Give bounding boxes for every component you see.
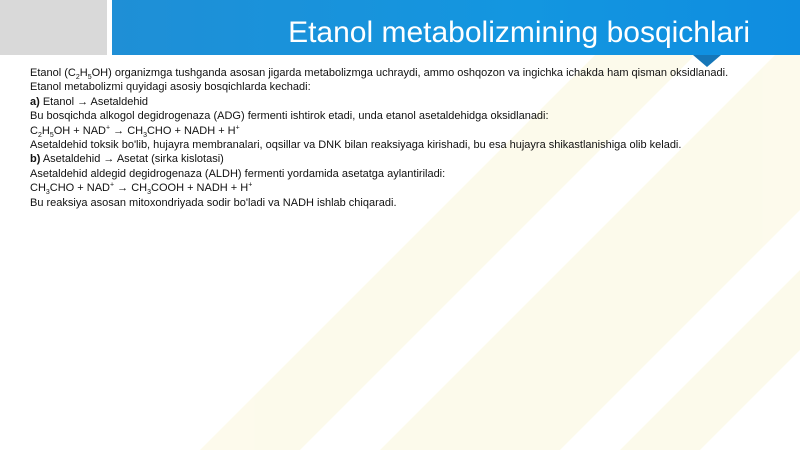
slide-body xyxy=(30,66,770,210)
header-grey-block xyxy=(0,0,107,55)
stages-intro: Etanol metabolizmi quyidagi asosiy bosqichlarda kechadi: xyxy=(30,81,311,94)
stage-b-equation: $CH_3CHO + NAD^+$ → $CH_3COOH$ + NADH + H+ xyxy=(30,181,253,197)
stage-b-heading: b) Asetaldehid → Asetat (sirka kislotasi) xyxy=(30,153,224,166)
stage-a-note: Asetaldehid toksik bo'lib, hujayra membranalari, oqsillar va DNK bilan reaksiyaga kirishadi, bu esa hujayra shikastlanishiga olib keladi. xyxy=(30,139,682,152)
slide-title: Etanol metabolizmining bosqichlari xyxy=(288,16,750,49)
stage-a-equation: $C_2H_5OH + NAD^+ \to CH_3CHO$ + NADH + H+ xyxy=(30,123,240,139)
stage-a-heading: a) Etanol → Asetaldehid xyxy=(30,95,149,108)
stage-b-note: Bu reaksiya asosan mitoxondriyada sodir bo'ladi va NADH ishlab chiqaradi. xyxy=(30,196,397,209)
stage-a-description: Bu bosqichda alkogol degidrogenaza (ADG) fermenti ishtirok etadi, unda etanol asetaldehidga oksidlanadi: xyxy=(30,110,549,123)
stage-b-description: Asetaldehid aldegid degidrogenaza (ALDH) fermenti yordamida asetatga aylantiriladi: xyxy=(30,167,446,180)
intro-paragraph: Etanol $(C_2H_5OH)$ organizmga tushganda asosan jigarda metabolizmga uchraydi, ammo oshqozon va ingichka ichakda ham qisman oksidlanadi. xyxy=(30,67,729,82)
